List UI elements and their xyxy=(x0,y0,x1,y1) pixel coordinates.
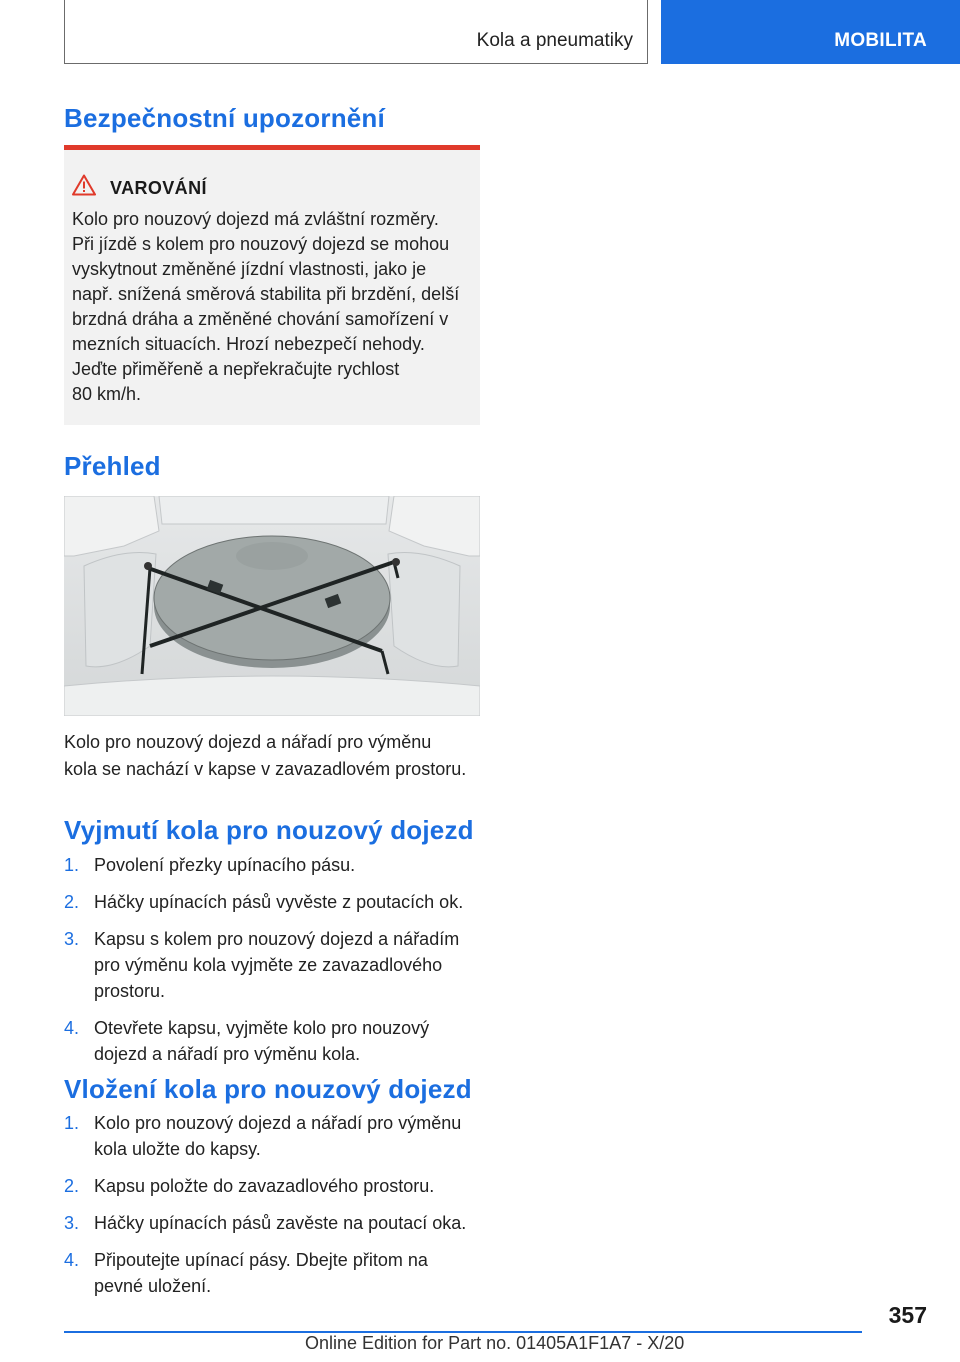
chapter-title: Kola a pneumatiky xyxy=(476,30,633,51)
warning-text xyxy=(72,207,476,407)
list-item xyxy=(64,1173,484,1199)
caption-line: kola se nachází v kapse v zavazadlovém prostoru. xyxy=(64,759,467,779)
step-line: Otevřete kapsu, vyjměte kolo pro nouzový xyxy=(94,1018,430,1038)
edition-footer: Online Edition for Part no. 01405A1F1A7 - X/20 xyxy=(305,1333,685,1353)
warning-line: Jeďte přiměřeně a nepřekračujte rychlost xyxy=(72,359,400,379)
warning-title: VAROVÁNÍ xyxy=(110,178,207,198)
step-line: Háčky upínacích pásů vyvěste z poutacích ok. xyxy=(94,892,464,912)
header-chapter-box xyxy=(64,0,648,64)
list-item xyxy=(64,1110,484,1162)
list-item xyxy=(64,926,484,1004)
warning-line: brzdná dráha a změněné chování samořízení v xyxy=(72,309,449,329)
step-line: Připoutejte upínací pásy. Dbejte přitom na xyxy=(94,1250,428,1270)
warning-box xyxy=(64,145,480,425)
warning-triangle-icon xyxy=(72,174,96,196)
trunk-illustration-svg xyxy=(64,496,480,716)
step-number: 2. xyxy=(64,1176,80,1196)
list-item xyxy=(64,1015,484,1067)
step-number: 3. xyxy=(64,929,80,949)
step-number: 1. xyxy=(64,1113,80,1133)
step-line: Háčky upínacích pásů zavěste na poutací oka. xyxy=(94,1213,467,1233)
step-line: pro výměnu kola vyjměte ze zavazadlového xyxy=(94,955,443,975)
overview-caption xyxy=(64,729,484,783)
warning-line: vyskytnout změněné jízdní vlastnosti, jako je xyxy=(72,259,427,279)
insertion-steps-list xyxy=(64,1110,484,1310)
step-line: dojezd a nářadí pro výměnu kola. xyxy=(94,1044,361,1064)
section-title: MOBILITA xyxy=(834,30,927,51)
step-number: 2. xyxy=(64,892,80,912)
step-line: prostoru. xyxy=(94,981,166,1001)
step-line: Kapsu s kolem pro nouzový dojezd a nářadím xyxy=(94,929,460,949)
list-item xyxy=(64,852,484,878)
page-number: 357 xyxy=(888,1302,927,1328)
overview-heading: Přehled xyxy=(64,451,161,481)
insertion-heading: Vložení kola pro nouzový dojezd xyxy=(64,1074,472,1104)
warning-line: Kolo pro nouzový dojezd má zvláštní rozměry. xyxy=(72,209,439,229)
safety-heading: Bezpečnostní upozornění xyxy=(64,103,385,133)
trunk-spare-wheel-illustration xyxy=(64,496,480,716)
step-number: 4. xyxy=(64,1018,80,1038)
step-number: 1. xyxy=(64,855,80,875)
warning-line: mezních situacích. Hrozí nebezpečí nehody. xyxy=(72,334,425,354)
step-line: Kolo pro nouzový dojezd a nářadí pro výměnu xyxy=(94,1113,462,1133)
warning-line: Při jízdě s kolem pro nouzový dojezd se mohou xyxy=(72,234,450,254)
list-item xyxy=(64,1247,484,1299)
step-line: kola uložte do kapsy. xyxy=(94,1139,261,1159)
list-item xyxy=(64,1210,484,1236)
header-section-tab xyxy=(661,0,960,64)
caption-line: Kolo pro nouzový dojezd a nářadí pro výměnu xyxy=(64,732,432,752)
warning-line: např. snížená směrová stabilita při brzdění, delší xyxy=(72,284,460,304)
step-number: 3. xyxy=(64,1213,80,1233)
step-number: 4. xyxy=(64,1250,80,1270)
step-line: Povolení přezky upínacího pásu. xyxy=(94,855,356,875)
removal-heading: Vyjmutí kola pro nouzový dojezd xyxy=(64,815,474,845)
step-line: Kapsu položte do zavazadlového prostoru. xyxy=(94,1176,435,1196)
step-line: pevné uložení. xyxy=(94,1276,212,1296)
list-item xyxy=(64,889,484,915)
warning-line: 80 km/h. xyxy=(72,384,142,404)
removal-steps-list xyxy=(64,852,484,1078)
